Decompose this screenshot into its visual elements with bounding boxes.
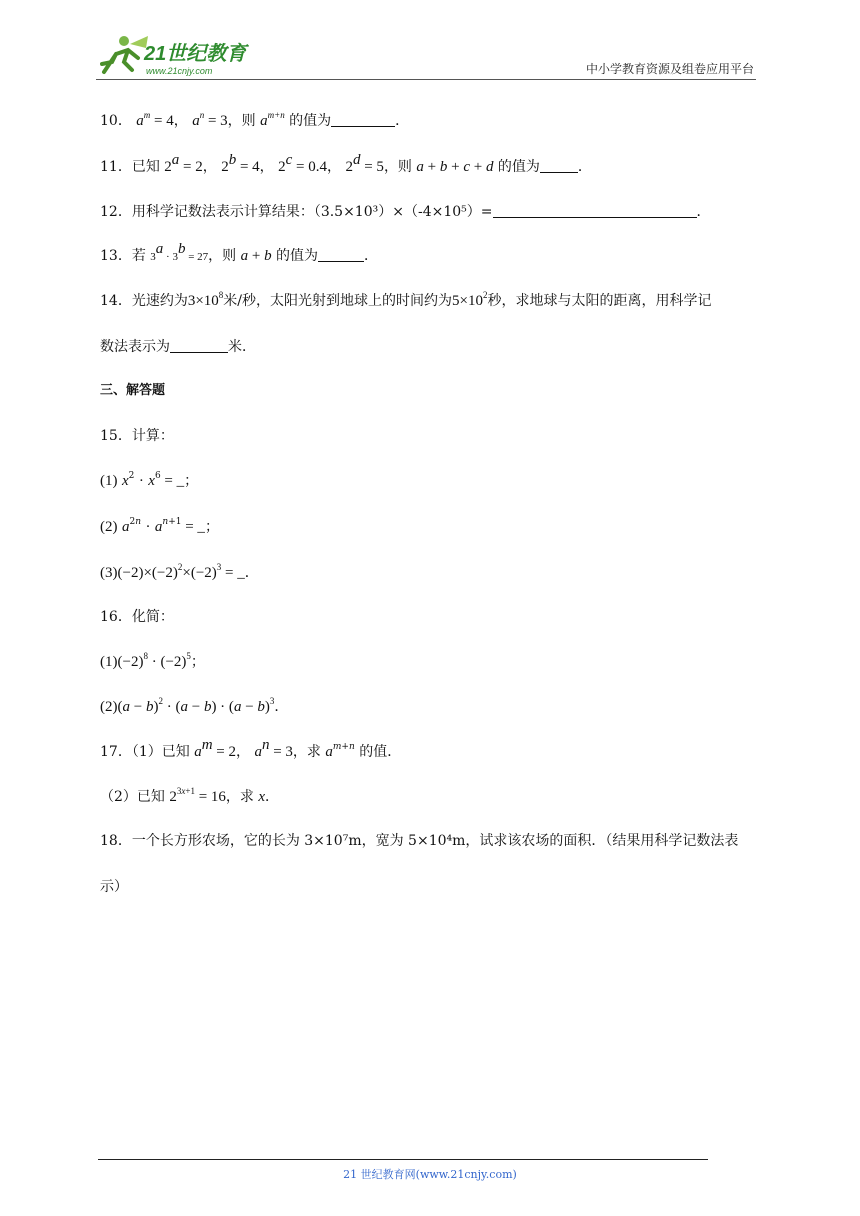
question-14-cont: 数法表示为 米． — [100, 339, 256, 355]
question-15-part1: (1) $x^2 \cdot x^6$ = _； — [100, 471, 199, 489]
question-10: 10． $a^m = 4$， $a^n = 3$，则 $a^{m+n}$ 的值为 ． — [100, 110, 410, 129]
answer-blank[interactable] — [331, 112, 395, 127]
answer-blank[interactable] — [318, 247, 364, 262]
answer-blank[interactable] — [170, 338, 228, 353]
site-logo — [94, 32, 274, 78]
header-divider — [96, 79, 756, 80]
question-11: 11．已知 $2^a = 2$， $2^b = 4$， $2^c = 0.4$， $2^d = 5$，则 a + b + c + d 的值为 ． — [100, 152, 592, 175]
question-18-cont: 示） — [100, 879, 128, 895]
answer-blank[interactable] — [493, 203, 697, 218]
question-14: 14．光速约为$3\times 10^8$米/秒，太阳光射到地球上的时间约为$5\times 10^2$秒，求地球与太阳的距离，用科学记 — [100, 290, 712, 309]
question-12: 12．用科学记数法表示计算结果：（3.5×10³）×（-4×10⁵）= ． — [100, 204, 711, 220]
svg-text:www.21cnjy.com: www.21cnjy.com — [146, 66, 213, 76]
question-15: 15．计算： — [100, 428, 174, 444]
question-17-part2: （2）已知 $2^{3x+1} = 16$，求 x． — [100, 786, 280, 805]
platform-name: 中小学教育资源及组卷应用平台 — [585, 62, 754, 76]
question-18: 18．一个长方形农场，它的长为 3×10⁷m，宽为 5×10⁴m，试求该农场的面积．（结果用科学记数法表 — [100, 833, 739, 849]
question-13: 13．若 $3^a \cdot 3^b = 27$，则 a + b 的值为 ． — [100, 241, 379, 264]
question-15-part2: (2) $a^{2n} \cdot a^{n+1}$ = _； — [100, 517, 219, 535]
runner-logo-icon — [94, 32, 274, 78]
section-heading: 三、解答题 — [100, 383, 166, 398]
answer-blank[interactable] — [540, 158, 578, 173]
svg-text:21世纪教育: 21世纪教育 — [144, 43, 247, 65]
question-17-part1: 17．（1）已知 $a^m = 2$， $a^n = 3$，求 $a^{m+n}$ 的值． — [100, 737, 402, 760]
question-15-part3: $(3)(-2)\times(-2)^2\times(-2)^3$ = _． — [100, 562, 259, 581]
question-16: 16．化简： — [100, 609, 174, 625]
footer-link[interactable]: 21 世纪教育网(www.21cnjy.com) — [343, 1168, 517, 1181]
question-16-part1: $(1)(-2)^8 \cdot (-2)^5$； — [100, 651, 205, 670]
footer-divider — [98, 1159, 708, 1160]
question-16-part2: $(2)(a - b)^2 \cdot (a - b) \cdot (a - b)^3$． — [100, 696, 289, 715]
